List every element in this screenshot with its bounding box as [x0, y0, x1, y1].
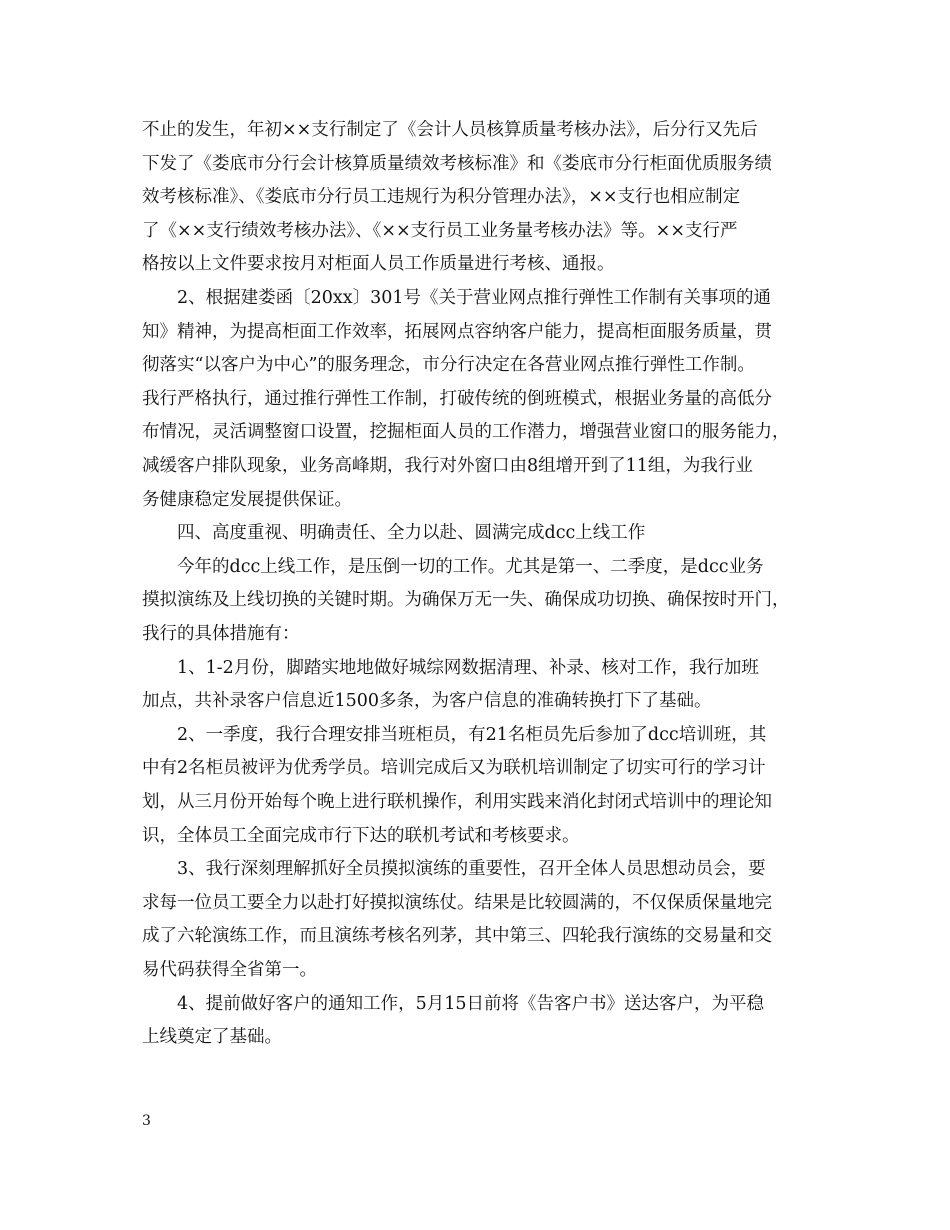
- text-line: 布情况，灵活调整窗口设置，挖掘柜面人员的工作潜力，增强营业窗口的服务能力，: [142, 422, 790, 442]
- text-line: 求每一位员工要全力以赴打好摸拟演练仗。结果是比较圆满的，不仅保质保量地完: [142, 893, 772, 913]
- text-line: 上线奠定了基础。: [142, 1027, 282, 1047]
- text-line: 成了六轮演练工作，而且演练考核名列茅，其中第三、四轮我行演练的交易量和交: [142, 926, 772, 946]
- text-line: 彻落实“以客户为中心”的服务理念，市分行决定在各营业网点推行弹性工作制。: [142, 355, 755, 375]
- text-line: 务健康稳定发展提供保证。: [142, 490, 352, 510]
- paragraph-first-line: 4、提前做好客户的通知工作，5月15日前将《告客户书》送达客户，为平稳: [177, 994, 765, 1014]
- text-line: 加点，共补录客户信息近1500多条，为客户信息的准确转换打下了基础。: [142, 691, 712, 711]
- paragraph-first-line: 四、高度重视、明确责任、全力以赴、圆满完成dcc上线工作: [177, 523, 646, 543]
- paragraph-first-line: 2、一季度，我行合理安排当班柜员，有21名柜员先后参加了dcc培训班，其: [177, 725, 767, 745]
- paragraph-first-line: 2、根据建娄函〔20xx〕301号《关于营业网点推行弹性工作制有关事项的通: [177, 288, 772, 308]
- text-line: 中有2名柜员被评为优秀学员。培训完成后又为联机培训制定了切实可行的学习计: [142, 758, 766, 778]
- paragraph-first-line: 3、我行深刻理解抓好全员摸拟演练的重要性，召开全体人员思想动员会，要: [177, 859, 766, 879]
- text-line: 了《××支行绩效考核办法》、《××支行员工业务量考核办法》等。××支行严: [142, 221, 738, 241]
- page-number: 3: [142, 1113, 151, 1129]
- text-line: 减缓客户排队现象，业务高峰期，我行对外窗口由8组增开到了11组，为我行业: [142, 456, 753, 476]
- text-line: 划，从三月份开始每个晚上进行联机操作，利用实践来消化封闭式培训中的理论知: [142, 792, 772, 812]
- paragraph-first-line: 今年的dcc上线工作，是压倒一切的工作。尤其是第一、二季度，是dcc业务: [177, 557, 764, 577]
- text-line: 识，全体员工全面完成市行下达的联机考试和考核要求。: [142, 826, 580, 846]
- text-line: 摸拟演练及上线切换的关键时期。为确保万无一失、确保成功切换、确保按时开门，: [142, 590, 790, 610]
- text-line: 知》精神，为提高柜面工作效率，拓展网点容纳客户能力，提高柜面服务质量，贯: [142, 322, 772, 342]
- text-line: 效考核标准》、《娄底市分行员工违规行为积分管理办法》，××支行也相应制定: [142, 187, 741, 207]
- text-line: 我行的具体措施有：: [142, 624, 300, 644]
- text-line: 不止的发生，年初××支行制定了《会计人员核算质量考核办法》，后分行又先后: [142, 120, 758, 140]
- text-line: 下发了《娄底市分行会计核算质量绩效考核标准》和《娄底市分行柜面优质服务绩: [142, 154, 772, 174]
- paragraph-first-line: 1、1-2月份，脚踏实地地做好城综网数据清理、补录、核对工作，我行加班: [177, 658, 759, 678]
- text-line: 我行严格执行，通过推行弹性工作制，打破传统的倒班模式，根据业务量的高低分: [142, 389, 772, 409]
- text-line: 格按以上文件要求按月对柜面人员工作质量进行考核、通报。: [142, 254, 615, 274]
- text-line: 易代码获得全省第一。: [142, 960, 317, 980]
